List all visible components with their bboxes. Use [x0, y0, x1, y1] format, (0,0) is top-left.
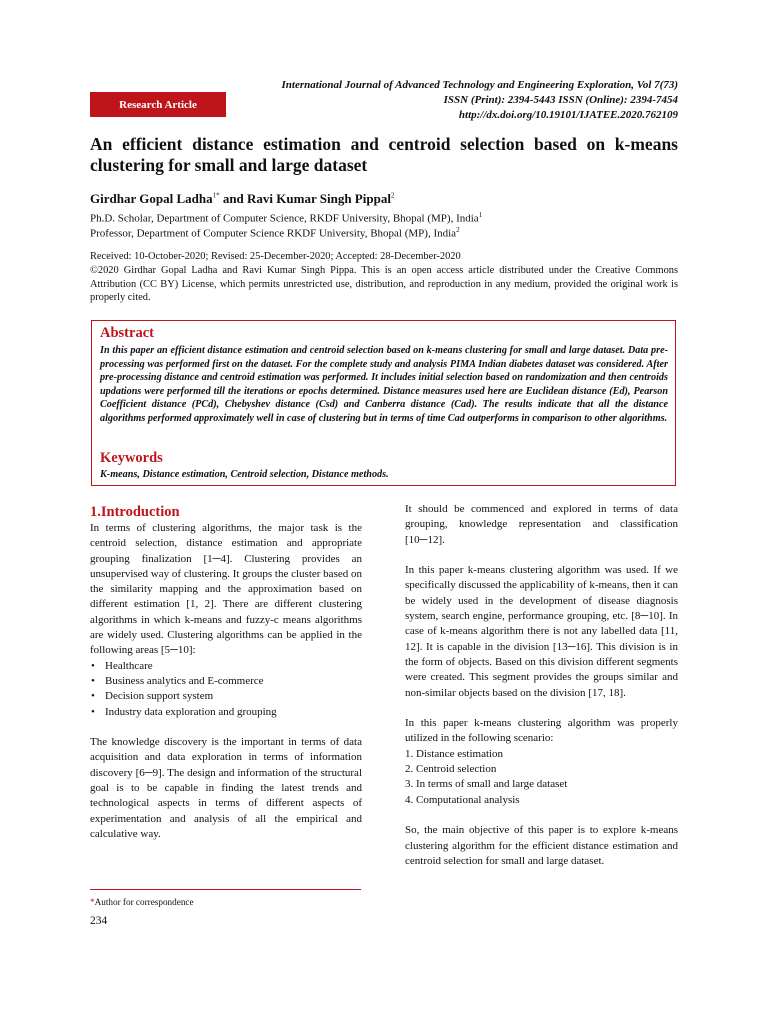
list-item: [90, 705, 362, 720]
journal-citation: International Journal of Advanced Technology and Engineering Exploration, Vol 7(73): [281, 79, 678, 91]
affiliation-2-text: Professor, Department of Computer Science RKDF University, Bhopal (MP), India: [90, 227, 457, 240]
affiliation-1-text: Ph.D. Scholar, Department of Computer Science, RKDF University, Bhopal (MP), India: [90, 212, 479, 225]
list-item: [90, 659, 362, 674]
author-conjunction: and: [219, 191, 248, 206]
list-item: 3. In terms of small and large dataset: [405, 778, 568, 791]
affiliation-2-sup: 2: [456, 226, 460, 234]
affiliation-1-sup: 1: [478, 211, 483, 219]
list-item: 4. Computational analysis: [405, 793, 520, 806]
journal-header: [218, 78, 678, 123]
list-item: 2. Centroid selection: [405, 763, 497, 776]
footnote: [90, 897, 194, 907]
list-item: [90, 674, 362, 689]
journal-doi: http://dx.doi.org/10.19101/IJATEE.2020.762109: [458, 109, 678, 121]
footnote-divider: [90, 889, 361, 890]
keywords-text: K-means, Distance estimation, Centroid selection, Distance methods.: [100, 469, 389, 480]
abstract-text: In this paper an efficient distance estimation and centroid selection based on k-means clustering for small and large dataset. Data pre-processing was performed first on the dataset. For the complete study and analysis PIMA Indian diabetes dataset was considered. After pre-processing distance and centroid estimation was performed. It includes initial selection based on randomization and then centroids updations were performed till the iterations or epochs determined. Distance measures used here are Euclidean distance (Ed), Pearson Coefficient distance (PCd), Chebyshev distance (Csd) and Canberra distance (Cad). The results indicate that all the distance algorithms performed approximately well in case of clustering but in terms of time Cad outperforms in comparison to other algorithms.: [100, 345, 668, 424]
intro-paragraph-6: So, the main objective of this paper is to explore k-means clustering algorithm for the efficient distance estimation and centroid selection for small and large dataset.: [405, 824, 678, 867]
scenario-list: [405, 747, 678, 808]
keywords-heading: Keywords: [100, 450, 163, 466]
list-item-text: Healthcare: [105, 659, 153, 672]
application-areas-list: [90, 659, 362, 720]
intro-paragraph-2: The knowledge discovery is the important in terms of data acquisition and data exploration in terms of information discovery [6─9]. The design and information of the structural goal is to be capable in finding the latest trends and technological aspects in terms of different aspects of experimentation and analysis of all the empirical and calculative way.: [90, 736, 362, 840]
intro-paragraph-4: In this paper k-means clustering algorithm was used. If we specifically discussed the applicability of k-means, then it can be widely used in the development of disease diagnosis system, search engine, performance grouping, etc. [8─10]. In case of k-means algorithm there is not any labelled data [11, 12]. It is capable in the division [13─16]. This division is in the form of objects. Based on this division different segments were created. This segment provides the groups similar and non-similar objects based on the division [17, 18].: [405, 564, 678, 699]
affiliation-2: [90, 223, 460, 241]
author-2-sup: 2: [390, 191, 395, 200]
license-statement: ©2020 Girdhar Gopal Ladha and Ravi Kumar Singh Pippa. This is an open access article distributed under the Creative Commons Attribution (CC BY) License, which permits unrestricted use, distribution, and reproduction in any medium, provided the original work is properly cited.: [90, 265, 678, 303]
page-number: 234: [90, 915, 108, 927]
paper-title: An efficient distance estimation and centroid selection based on k-means clustering for small and large dataset: [90, 134, 678, 175]
author-line: [90, 191, 394, 207]
footnote-text: Author for correspondence: [94, 897, 194, 907]
article-dates: Received: 10-October-2020; Revised: 25-December-2020; Accepted: 28-December-2020: [90, 251, 461, 262]
list-item-text: Business analytics and E-commerce: [105, 674, 264, 687]
list-item-text: Decision support system: [105, 690, 214, 703]
footnote-star: *: [90, 897, 95, 907]
column-left: [90, 521, 362, 842]
author-1: Girdhar Gopal Ladha: [90, 191, 213, 206]
column-right: [405, 502, 678, 869]
intro-paragraph-5: In this paper k-means clustering algorithm was properly utilized in the following scenario:: [405, 717, 678, 745]
abstract-heading: Abstract: [100, 325, 154, 341]
author-2: Ravi Kumar Singh Pippal: [247, 191, 391, 206]
intro-paragraph-1: In terms of clustering algorithms, the major task is the centroid selection, distance estimation and appropriate grouping finalization [1─4]. Clustering provides an unsupervised way of clustering. It groups the cluster based on the similarity mapping and the approximation based on different estimation [1, 2]. There are different clustering algorithms in which k-means and fuzzy-c means algorithms are widely used. Clustering algorithms can be applied in the following areas [5─10]:: [90, 522, 362, 657]
bullet-icon: •: [91, 705, 95, 718]
bullet-icon: •: [91, 674, 95, 687]
intro-paragraph-3: It should be commenced and explored in terms of data grouping, knowledge representation and classification [10─12].: [405, 503, 678, 546]
author-1-sup: 1*: [212, 191, 220, 200]
list-item-text: Industry data exploration and grouping: [105, 705, 277, 718]
section-heading-introduction: 1.Introduction: [90, 504, 180, 520]
journal-issn: ISSN (Print): 2394-5443 ISSN (Online): 2394-7454: [443, 94, 678, 106]
bullet-icon: •: [91, 690, 95, 703]
list-item: 1. Distance estimation: [405, 747, 504, 760]
bullet-icon: •: [91, 659, 95, 672]
article-type-badge: Research Article: [90, 92, 226, 117]
list-item: [90, 689, 362, 704]
